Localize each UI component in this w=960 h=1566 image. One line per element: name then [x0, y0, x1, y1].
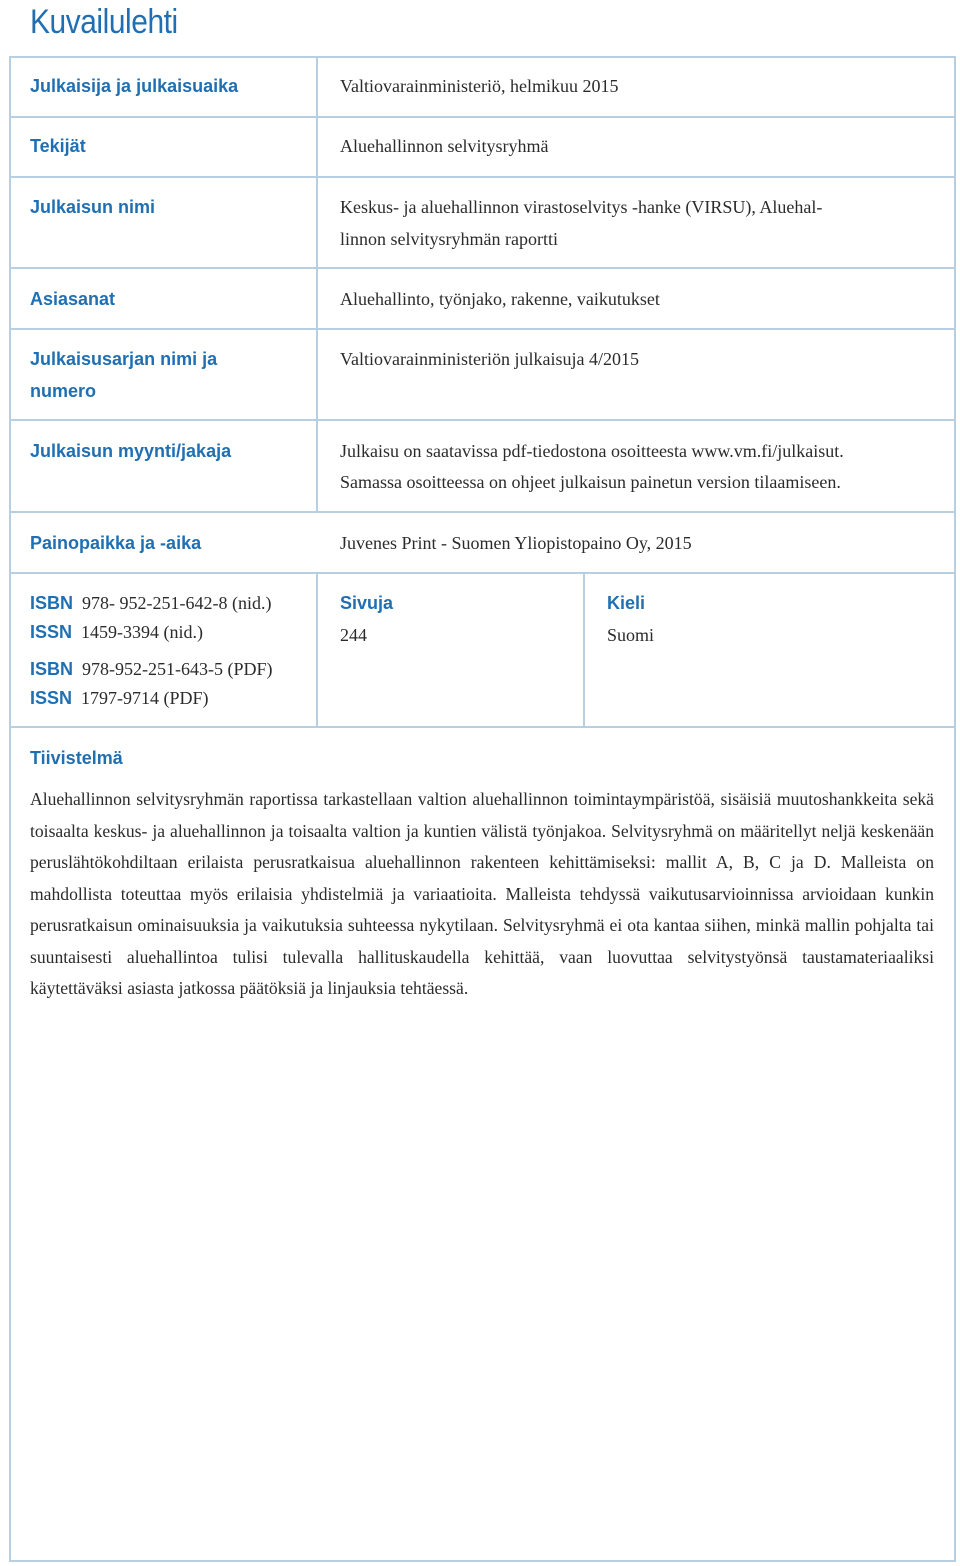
issn-pdf: [30, 684, 209, 713]
series-label-line2: numero: [30, 381, 97, 401]
pages-value: 244: [340, 625, 367, 645]
abstract-paragraph: Aluehallinnon selvitysryhmän raportissa tarkastellaan valtion aluehallinnon toimintaympäristöä, sisäisiä muutoshankkeita sekä toisaalta keskus- ja aluehallinnon ja toisaalta valtion ja kuntien välistä työnjakoa. Selvitysryhmä on määritellyt neljä keskenään peruslähtökohdiltaan erilaista perusratkaisua aluehallinnon rakenteen kehittämiseksi: mallit A, B, C ja D. Malleista on mahdollista toteuttaa myös erilaisia yhdistelmiä ja variaatioita. Malleista tehdyssä vaikutusarvioinnissa arvioidaan kunkin perusratkaisun ominaisuuksia ja vaikutuksia suhteessa nykytilaan. Selvitysryhmä ei ota kantaa siihen, minkä mallin pohjalta tai suuntaisesti aluehallintoa tulisi tulevalla hallituskaudella kehittää, vaan luovuttaa selvitystyönsä taustamateriaaliksi käytettäväksi asiasta jatkossa päätöksiä ja linjauksia tehtäessä.: [30, 789, 934, 998]
series-label-line1: Julkaisusarjan nimi ja: [30, 349, 218, 369]
authors-label: Tekijät: [30, 136, 86, 156]
authors-value: Aluehallinnon selvitysryhmä: [340, 136, 549, 156]
column-divider: [316, 574, 318, 728]
issn-label: ISSN: [30, 688, 73, 708]
isbn-pdf-value: 978-952-251-643-5 (PDF): [82, 659, 273, 679]
distribution-value-line2: Samassa osoitteessa on ohjeet julkaisun painetun version tilaamiseen.: [340, 472, 841, 492]
keywords-label: Asiasanat: [30, 289, 116, 309]
series-value: Valtiovarainministeriön julkaisuja 4/2015: [340, 349, 639, 369]
column-divider: [316, 56, 318, 513]
isbn-pdf: [30, 655, 273, 684]
printing-value: Juvenes Print - Suomen Yliopistopaino Oy, 2015: [340, 533, 692, 553]
isbn-print-value: 978- 952-251-642-8 (nid.): [82, 593, 272, 613]
distribution-label: Julkaisun myynti/jakaja: [30, 441, 232, 461]
isbn-label: ISBN: [30, 593, 74, 613]
language-label: Kieli: [607, 593, 646, 613]
language-value: Suomi: [607, 625, 655, 645]
pages-label: Sivuja: [340, 593, 394, 613]
column-divider: [583, 574, 585, 728]
abstract-heading: Tiivistelmä: [30, 748, 123, 768]
printing-label: Painopaikka ja -aika: [30, 533, 202, 553]
publication-name-value-line1: Keskus- ja aluehallinnon virastoselvitys -hanke (VIRSU), Aluehal-: [340, 197, 823, 217]
issn-print: [30, 618, 203, 647]
issn-print-value: 1459-3394 (nid.): [81, 622, 203, 642]
publication-name-value-line2: linnon selvitysryhmän raportti: [340, 229, 558, 249]
abstract-text: [30, 784, 934, 1005]
publication-name-label: Julkaisun nimi: [30, 197, 156, 217]
publisher-label: Julkaisija ja julkaisuaika: [30, 76, 239, 96]
keywords-value: Aluehallinto, työnjako, rakenne, vaikutukset: [340, 289, 660, 309]
page-title: Kuvailulehti: [30, 3, 178, 41]
publisher-value: Valtiovarainministeriö, helmikuu 2015: [340, 76, 619, 96]
issn-label: ISSN: [30, 622, 73, 642]
isbn-print: [30, 589, 271, 618]
issn-pdf-value: 1797-9714 (PDF): [81, 688, 209, 708]
distribution-value-line1: Julkaisu on saatavissa pdf-tiedostona osoitteesta www.vm.fi/julkaisut.: [340, 441, 844, 461]
isbn-label: ISBN: [30, 659, 74, 679]
